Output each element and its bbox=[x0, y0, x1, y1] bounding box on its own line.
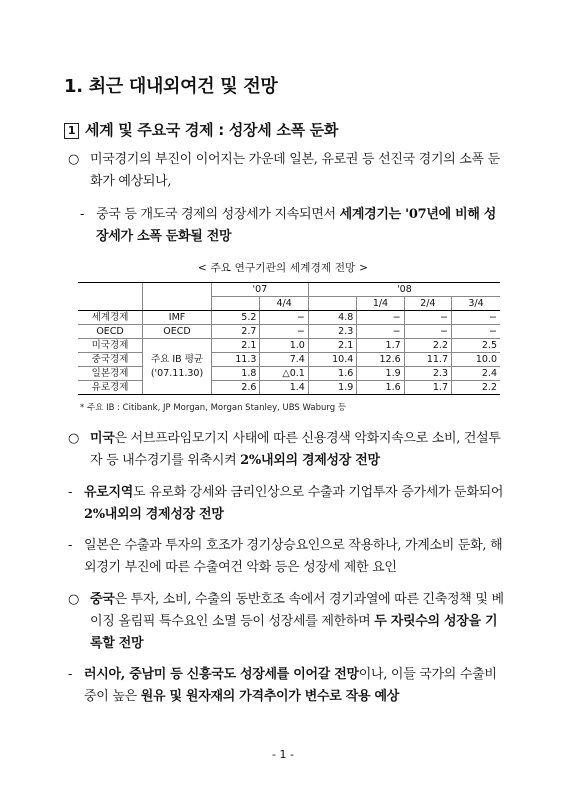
quarter-header: 1/4 bbox=[357, 297, 404, 311]
circle-bullet: ○ bbox=[68, 431, 80, 446]
paragraph-euro bbox=[68, 482, 506, 526]
table-row: 일본경제 ('07.11.30) 1.8 △0.1 1.6 1.9 2.3 2.4 bbox=[78, 367, 500, 381]
quarter-header: 3/4 bbox=[452, 297, 501, 311]
paragraph-text: 유로지역도 유로화 강세와 금리인상으로 수출과 기업투자 증가세가 둔화되어 2%내외의 경제성장 전망 bbox=[84, 485, 504, 522]
emphasis-text: 세계경기는 '07년에 비해 성장세가 소폭 둔화될 전망 bbox=[96, 207, 497, 244]
table-row: 유로경제 2.6 1.4 1.9 1.6 1.7 2.2 bbox=[78, 381, 500, 395]
table-footnote: * 주요 IB : Citibank, JP Morgan, Morgan Stanley, UBS Waburg 등 bbox=[80, 403, 347, 413]
year-08-header: '08 bbox=[308, 283, 500, 297]
circle-bullet: ○ bbox=[68, 152, 80, 167]
page-number: - 1 - bbox=[272, 748, 294, 761]
table-row: OECD OECD 2.7 − 2.3 − − − bbox=[78, 325, 500, 339]
paragraph-text: 일본은 수출과 투자의 호조가 경기상승요인으로 작용하나, 가계소비 둔화, 해외경기 부진에 따른 수출여건 악화 등은 성장세 제한 요인 bbox=[84, 538, 503, 575]
section-heading: 1. 최근 대내외여건 및 전망 bbox=[64, 76, 278, 97]
quarter-header: 2/4 bbox=[404, 297, 451, 311]
dash-bullet: - bbox=[68, 538, 73, 553]
table-header-row bbox=[78, 297, 500, 311]
table-row: 세계경제 IMF 5.2 − 4.8 − − − bbox=[78, 311, 500, 325]
paragraph-japan bbox=[68, 535, 506, 579]
paragraph-us bbox=[68, 428, 506, 472]
paragraph-text: 중국 등 개도국 경제의 성장세가 지속되면서 세계경기는 '07년에 비해 성장세가 소폭 둔화될 전망 bbox=[96, 207, 497, 244]
subsection-number-box: 1 bbox=[64, 123, 79, 139]
dash-bullet: - bbox=[80, 207, 85, 222]
subsection-heading bbox=[64, 119, 338, 140]
dash-bullet: - bbox=[68, 667, 73, 682]
paragraph-text: 중국은 투자, 소비, 수출의 동반호조 속에서 경기과열에 따른 긴축정책 및 베이징 올림픽 특수요인 소멸 등이 성장세를 제한하며 두 자릿수의 성장을 기록할 전망 bbox=[90, 592, 504, 651]
subsection-title: 세계 및 주요국 경제 : 성장세 소폭 둔화 bbox=[85, 121, 339, 139]
table-caption: < 주요 연구기관의 세계경제 전망 > bbox=[197, 262, 369, 274]
paragraph-text: 러시아, 중남미 등 신흥국도 성장세를 이어갈 전망이나, 이들 국가의 수출비중이 높은 원유 및 원자재의 가격추이가 변수로 작용 예상 bbox=[84, 667, 497, 704]
table-row: 중국경제 주요 IB 평균 11.3 7.4 10.4 12.6 11.7 10.0 bbox=[78, 353, 500, 367]
paragraph-emerging bbox=[68, 664, 506, 708]
dash-bullet: - bbox=[68, 485, 73, 500]
quarter-header: 4/4 bbox=[260, 297, 308, 311]
table-header-row bbox=[78, 283, 500, 297]
table-row: 미국경제 2.1 1.0 2.1 1.7 2.2 2.5 bbox=[78, 339, 500, 353]
paragraph-world-growth bbox=[68, 204, 506, 248]
forecast-table bbox=[78, 282, 500, 395]
paragraph-text: 미국은 서브프라임모기지 사태에 따른 신용경색 악화지속으로 소비, 건설투자 등 내수경기를 위축시켜 2%내외의 경제성장 전망 bbox=[90, 431, 501, 468]
circle-bullet: ○ bbox=[68, 592, 80, 607]
paragraph-china bbox=[68, 589, 506, 655]
year-07-header: '07 bbox=[211, 283, 308, 297]
paragraph-text: 미국경기의 부진이 이어지는 가운데 일본, 유로권 등 선진국 경기의 소폭 둔화가 예상되나, bbox=[90, 152, 500, 189]
paragraph-us-outlook bbox=[68, 149, 506, 193]
